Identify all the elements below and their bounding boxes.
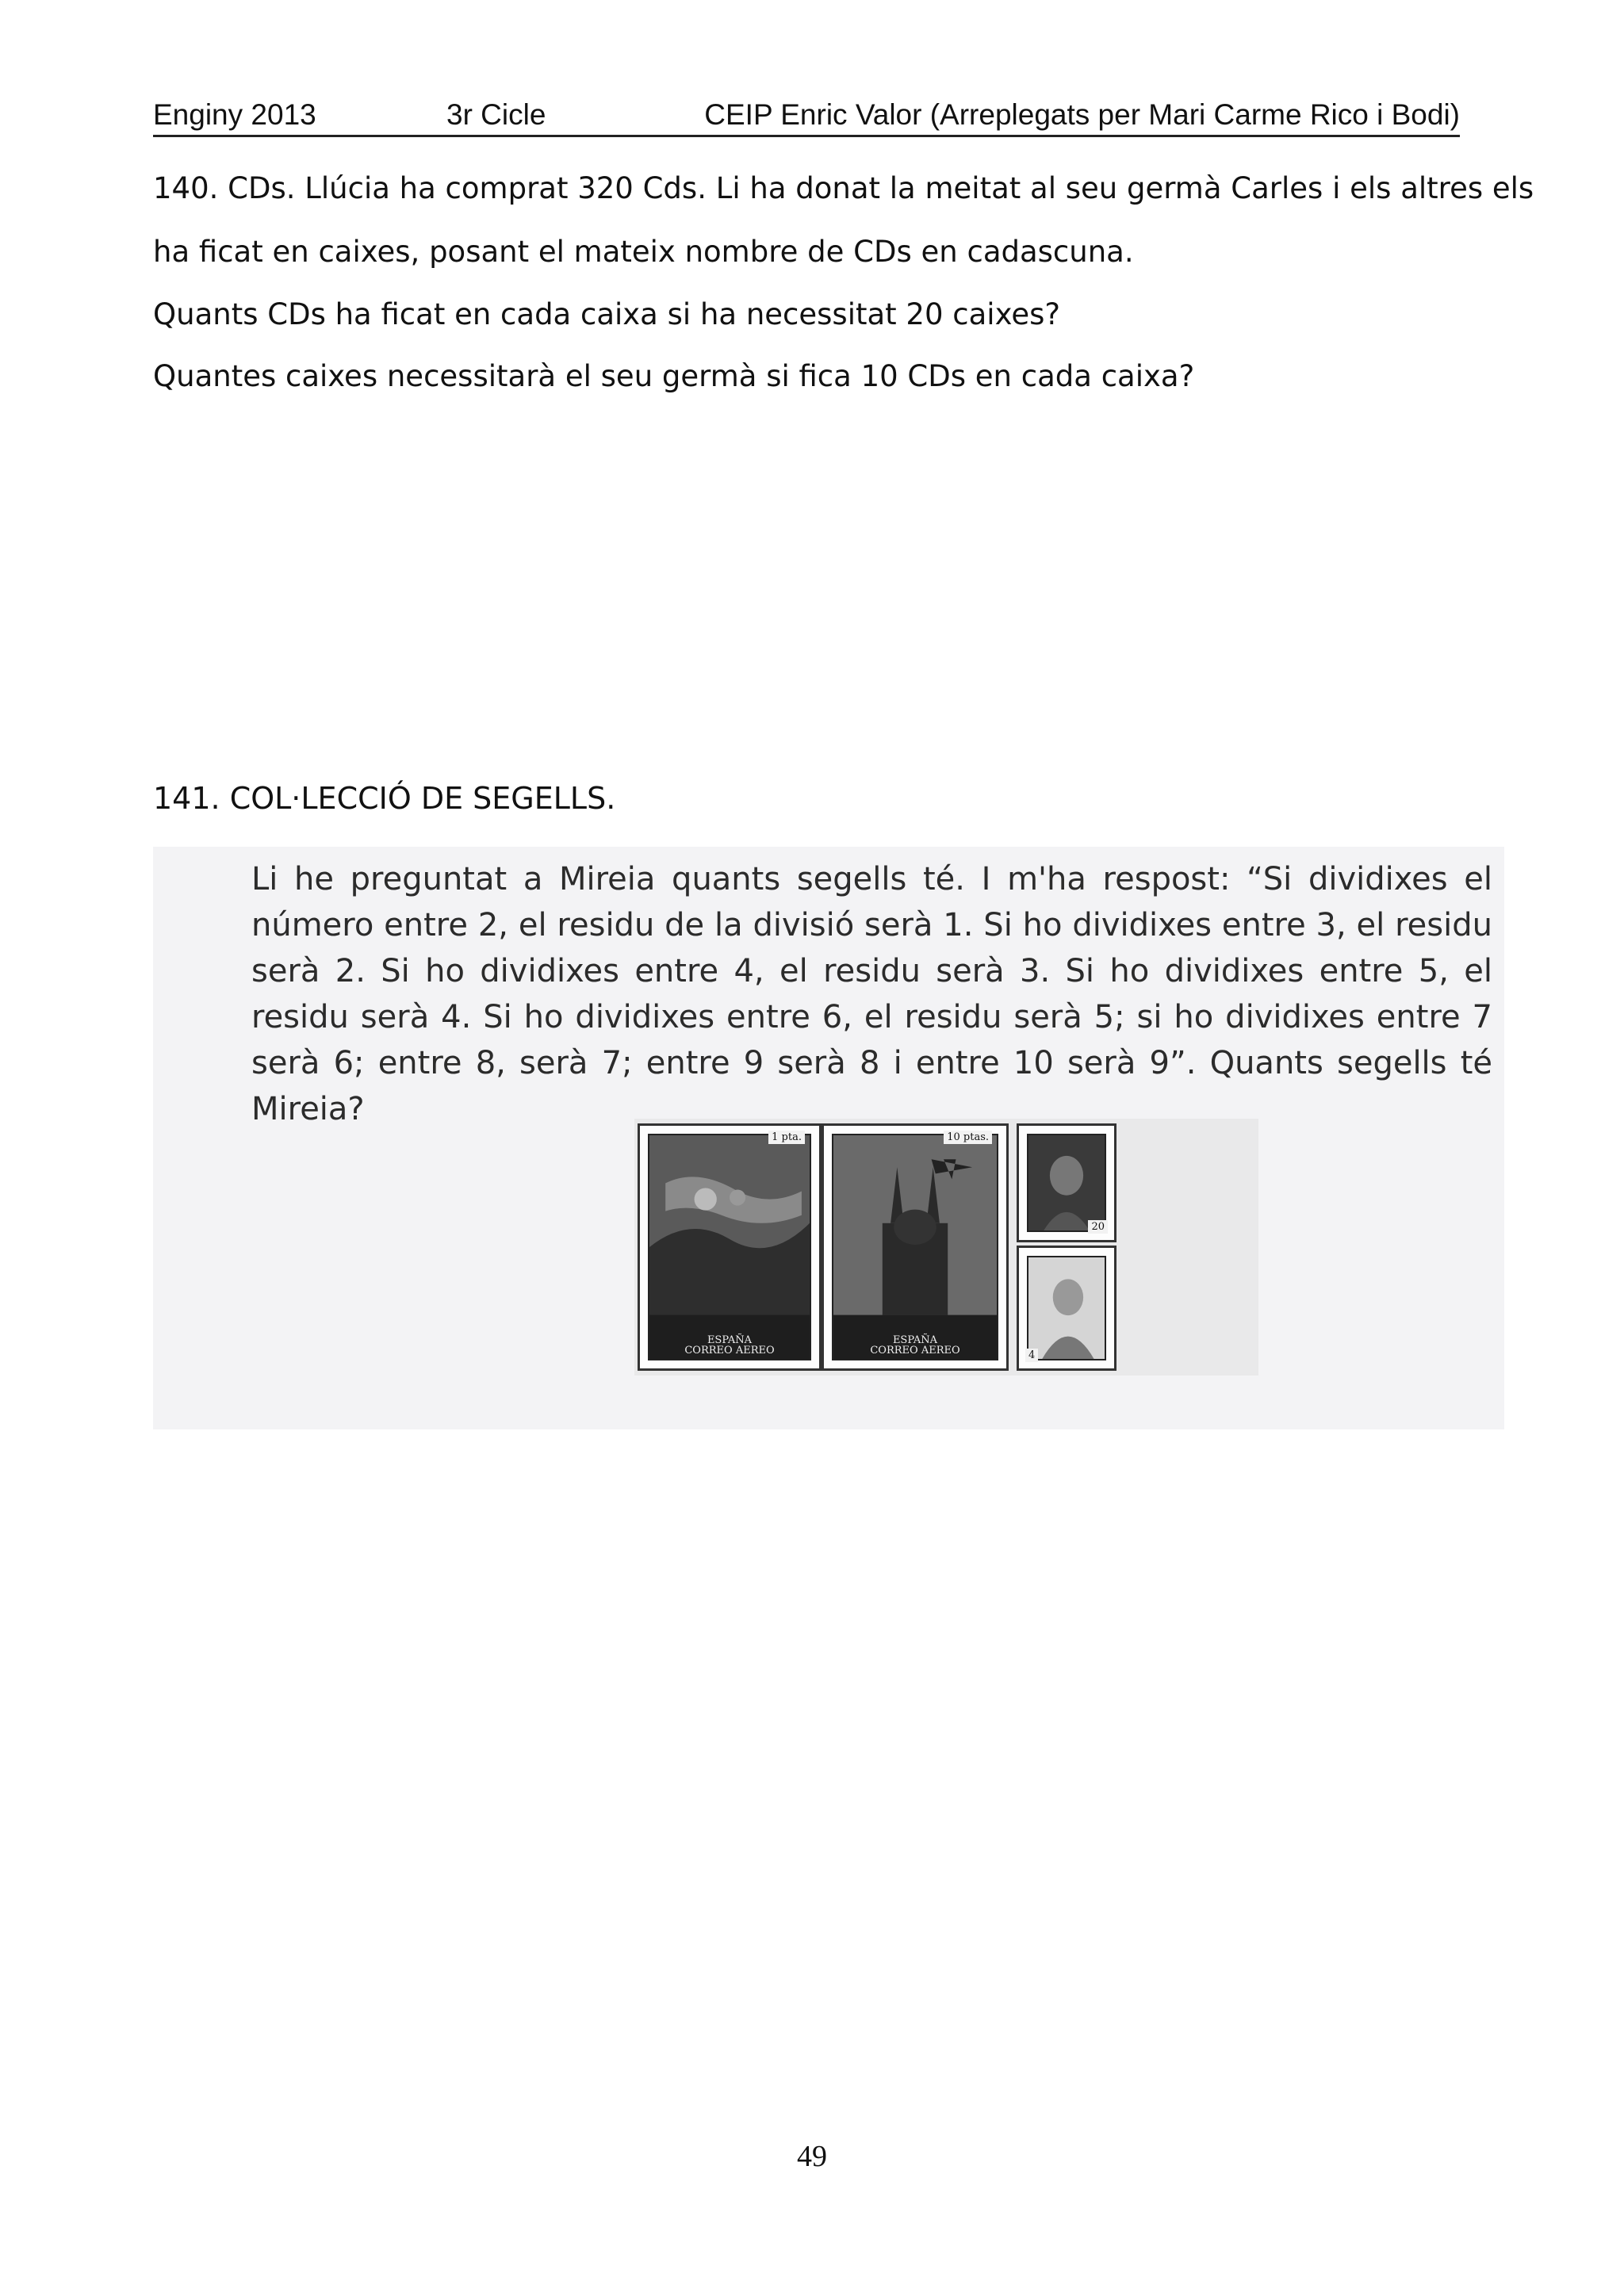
problem-140-question-2: Quantes caixes necessitarà el seu germà si fica 10 CDs en cada caixa? bbox=[153, 359, 1195, 393]
scanned-problem-image bbox=[153, 847, 1504, 1429]
problem-140-question-1: Quants CDs ha ficat en cada caixa si ha necessitat 20 caixes? bbox=[153, 297, 1061, 331]
header-school: CEIP Enric Valor (Arreplegats per Mari Carme Rico i Bodi) bbox=[704, 98, 1460, 131]
stamp-airmail-2 bbox=[822, 1123, 1009, 1371]
problem-140-line-1: 140. CDs. Llúcia ha comprat 320 Cds. Li ha donat la meitat al seu germà Carles i els altres els bbox=[153, 171, 1534, 205]
problem-140 bbox=[153, 157, 1534, 408]
stamp-2-caption-service: CORREO AEREO bbox=[870, 1345, 960, 1357]
stamps-illustration bbox=[634, 1119, 1258, 1376]
header-title: Enginy 2013 bbox=[153, 98, 316, 131]
stamp-portrait-1 bbox=[1017, 1123, 1116, 1242]
stamp-portrait-2-picture bbox=[1027, 1256, 1106, 1360]
stamp-1-caption bbox=[649, 1335, 810, 1356]
problem-141-title: 141. COL·LECCIÓ DE SEGELLS. bbox=[153, 781, 616, 816]
page-header bbox=[153, 94, 1460, 137]
problem-141-text: Li he preguntat a Mireia quants segells té. I m'ha respost: “Si dividixes el número entre 2, el residu de la divisió serà 1. Si ho dividixes entre 3, el residu serà 2. Si ho dividixes entre 4, el residu serà 3. Si ho dividixes entre 5, el residu serà 4. Si ho dividixes entre 6, el residu serà 5; si ho dividixes entre 7 serà 6; entre 8, serà 7; entre 9 serà 8 i entre 10 serà 9”. Quants segells té Mireia? bbox=[251, 861, 1492, 1127]
stamp-airmail-1 bbox=[638, 1123, 822, 1371]
stamp-airmail-2-picture bbox=[832, 1134, 998, 1360]
stamp-portrait-2 bbox=[1017, 1246, 1116, 1371]
stamp-2-value: 10 ptas. bbox=[944, 1131, 992, 1144]
stamp-1-caption-country: ESPAÑA bbox=[707, 1334, 753, 1346]
stamp-4-value: 4 bbox=[1025, 1349, 1038, 1362]
page-number: 49 bbox=[797, 2140, 827, 2173]
header-cycle: 3r Cicle bbox=[446, 98, 546, 131]
stamp-2-caption-country: ESPAÑA bbox=[892, 1334, 938, 1346]
stamp-1-value: 1 pta. bbox=[768, 1131, 805, 1144]
stamp-airmail-1-picture bbox=[648, 1134, 811, 1360]
stamp-3-value: 20 bbox=[1088, 1220, 1108, 1234]
stamp-2-caption bbox=[833, 1335, 997, 1356]
stamp-portrait-1-picture bbox=[1027, 1134, 1106, 1232]
problem-140-line-2: ha ficat en caixes, posant el mateix nombre de CDs en cadascuna. bbox=[153, 235, 1134, 269]
stamp-1-caption-service: CORREO AEREO bbox=[684, 1345, 775, 1357]
